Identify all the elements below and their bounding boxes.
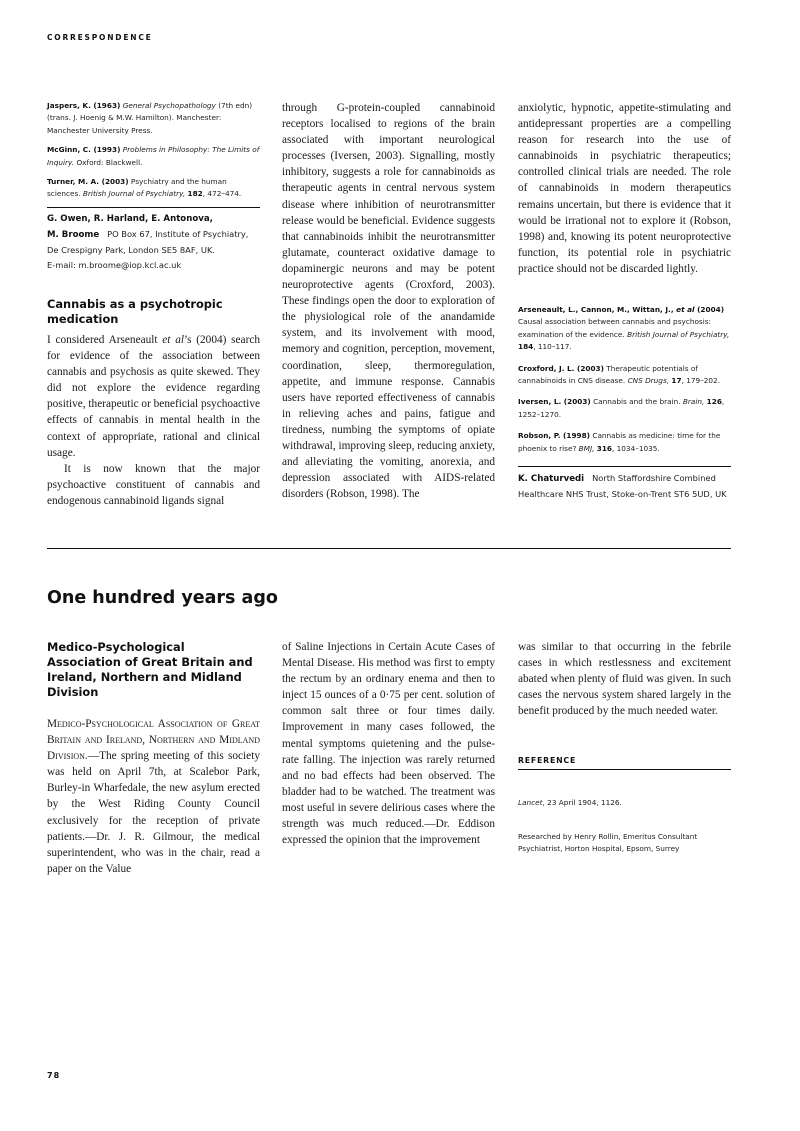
divider bbox=[518, 769, 731, 770]
author-email[interactable]: E-mail: m.broome@iop.kcl.ac.uk bbox=[47, 260, 182, 270]
ref-pages: , 179–202. bbox=[681, 376, 721, 386]
ref-volume: 17 bbox=[671, 376, 682, 386]
paragraph: It is now known that the major psychoactive constituent of cannabis and endogenous cannabinoid ligands signal bbox=[47, 462, 260, 507]
ref-journal: BMJ, bbox=[578, 443, 595, 453]
section-title: One hundred years ago bbox=[47, 588, 278, 608]
reference-item bbox=[47, 144, 260, 169]
ref-title: Cannabis as medicine: time for the phoenix to rise? bbox=[518, 431, 721, 453]
author-names: M. Broome bbox=[47, 230, 100, 240]
author-affiliation: Healthcare NHS Trust, Stoke-on-Trent ST6 5UD, UK bbox=[518, 489, 727, 499]
reference-item bbox=[518, 304, 731, 354]
letter-title: Cannabis as a psychotropic medication bbox=[47, 297, 223, 326]
letter1-references bbox=[47, 100, 260, 208]
ref-title: General Psychopathology bbox=[122, 101, 216, 110]
ref-pages: , 1252–1270. bbox=[518, 397, 725, 419]
divider bbox=[518, 466, 731, 467]
reference-item bbox=[518, 430, 731, 455]
history-reference bbox=[518, 797, 731, 809]
ref-author: Robson, P. (1998) bbox=[518, 431, 591, 441]
letter2-title-block bbox=[47, 297, 260, 327]
ref-title: Causal association between cannabis and psychosis: examination of the evidence. bbox=[518, 317, 712, 339]
researched-by bbox=[518, 831, 731, 855]
ref-rest: Oxford: Blackwell. bbox=[74, 157, 143, 167]
ref-author: Iversen, L. (2003) bbox=[518, 397, 591, 407]
ref-author: Turner, M. A. (2003) bbox=[47, 177, 129, 187]
ref-author: McGinn, C. (1993) bbox=[47, 145, 121, 155]
history-col3 bbox=[518, 639, 731, 719]
ref-author: Jaspers, K. (1963) bbox=[47, 101, 121, 110]
running-head: CORRESPONDENCE bbox=[47, 33, 153, 42]
ref-title: Psychiatry and the human sciences. bbox=[47, 177, 227, 199]
ref-journal: CNS Drugs, bbox=[627, 376, 670, 386]
ref-rest: (7th edn) (trans. J. Hoenig & M.W. Hamilton). Manchester: Manchester University Press. bbox=[47, 101, 253, 135]
ref-year: (2004) bbox=[694, 305, 725, 314]
paragraph: of Saline Injections in Certain Acute Cases of Mental Disease. His method was first to empty the rectum by an ordinary enema and then to inject 15 ounces of a 0·75 per cent. solution of common salt three or four times daily. Improvement in many cases followed, the mental symptoms quietening and the pulse-rate falling. The injection was rarely returned and no bad effects had been observed. The bladder had to be watched. The treatment was most useful in severe delirious cases where the strength was much reduced.—Dr. Eddison expressed the opinion that the improvement bbox=[282, 641, 495, 847]
history-col1 bbox=[47, 640, 260, 877]
researcher-credit: Researched by Henry Rollin, Emeritus Consultant Psychiatrist, Horton Hospital, Epsom, Surrey bbox=[518, 832, 698, 853]
author-name: K. Chaturvedi bbox=[518, 474, 585, 484]
reference-item bbox=[47, 176, 260, 201]
ref-journal: Lancet bbox=[518, 798, 543, 807]
divider bbox=[47, 207, 260, 208]
history-col2 bbox=[282, 639, 495, 848]
page-number: 78 bbox=[47, 1071, 61, 1080]
ref-author: Arseneault, L., Cannon, M., Wittan, J., bbox=[518, 305, 677, 314]
ref-volume: 184 bbox=[518, 342, 534, 352]
ref-title: Problems in Philosophy: The Limits of Inquiry. bbox=[47, 145, 260, 167]
ref-volume: 316 bbox=[596, 443, 612, 453]
letter2-col1 bbox=[47, 332, 260, 509]
author-address: De Crespigny Park, London SE5 8AF, UK. bbox=[47, 245, 216, 255]
reference-item bbox=[47, 100, 260, 137]
paragraph bbox=[47, 716, 260, 877]
text-italic: et al bbox=[162, 334, 184, 346]
text-smallcaps: Medico-Psychological Association of Great Britain and Ireland, Northern and Midland Division. bbox=[47, 718, 260, 763]
section-divider bbox=[47, 548, 731, 549]
ref-etal: et al bbox=[676, 305, 695, 314]
text: ’s (2004) search for evidence of the association between cannabis and psychosis as quite skewed. They did not explore the evidence regarding positive, therapeutic or beneficial psychoactive effects of cannabis in mental health in the context of appropriate, rational and clinical usage. bbox=[47, 334, 260, 459]
ref-pages: , 110–117. bbox=[533, 342, 572, 352]
letter2-col3 bbox=[518, 100, 731, 277]
paragraph: anxiolytic, hypnotic, appetite-stimulating and antidepressant properties are a compelling reason for research into the use of cannabinoids in psychiatric therapeutics; controlled clinical trials are needed. The role of cannabinoids in modern therapeutics remains uncertain, but there is evidence that it would be irrational not to explore it (Robson, 1998) and, knowing its potent neuroprotective function, its potential role in psychiatric practice should not be discarded lightly. bbox=[518, 102, 731, 275]
ref-journal: British Journal of Psychiatry, bbox=[627, 329, 730, 339]
reference-item bbox=[518, 363, 731, 388]
article-title: Medico-Psychological Association of Great Britain and Ireland, Northern and Midland Division bbox=[47, 640, 253, 699]
reference-item bbox=[518, 396, 731, 421]
author-affiliation: North Staffordshire Combined bbox=[592, 473, 716, 483]
letter2-references bbox=[518, 304, 731, 462]
ref-title: Cannabis and the brain. bbox=[590, 397, 683, 407]
ref-author: Croxford, J. L. (2003) bbox=[518, 363, 604, 373]
ref-volume: 126 bbox=[706, 397, 722, 407]
letter1-authors bbox=[47, 211, 260, 273]
text: I considered Arseneault bbox=[47, 334, 163, 346]
ref-volume: 182 bbox=[187, 189, 203, 199]
author-address: PO Box 67, Institute of Psychiatry, bbox=[107, 229, 249, 239]
ref-pages: , 472–474. bbox=[202, 189, 242, 199]
ref-title: Therapeutic potentials of cannabinoids in CNS disease. bbox=[518, 363, 698, 386]
text: —The spring meeting of this society was held on April 7th, at Scalebor Park, Burley-in Wharfedale, the new asylum erected by the West Riding County Council exclusively for the reception of private patients.—Dr. J. R. Gilmour, the medical superintendent, who was in the chair, read a paper on the Value bbox=[47, 750, 260, 875]
ref-journal: British Journal of Psychiatry, bbox=[82, 189, 186, 199]
author-names: G. Owen, R. Harland, E. Antonova, bbox=[47, 214, 213, 224]
ref-journal: Brain, bbox=[682, 397, 705, 407]
paragraph: was similar to that occurring in the febrile cases in which restlessness and excitement abated when plenty of fluid was given. In such cases the nervous system shared largely in the benefit produced by the much needed water. bbox=[518, 641, 731, 718]
ref-rest: , 23 April 1904, 1126. bbox=[542, 798, 622, 807]
letter2-author bbox=[518, 471, 731, 502]
reference-item bbox=[518, 797, 731, 809]
ref-pages: , 1034–1035. bbox=[612, 443, 660, 453]
paragraph: through G-protein-coupled cannabinoid receptors localised to regions of the brain associated with important neurological processes (Iversen, 2003). Signalling, mostly inhibitory, suggests a role for cannabinoids as therapeutic agents in central nervous system disease where inhibition of neurotransmitter release would be beneficial. Evidence suggests that cannabinoids inhibit the neurotransmitter glutamate, counteract oxidative damage to dopaminergic neurons and may be potent neuroprotective agents (Croxford, 2003). These findings open the door to exploration of the physiological role of the anandamide system, and its involvement with mood, memory and cognition, perception, movement, coordination, sleep, thermoregulation, appetite, and immune response. Cannabis users have reported effectiveness of cannabis in relieving aches and pains, fatigue and tiredness, numbing the symptoms of opiate withdrawal, improving sleep, reducing anxiety, and alleviating the vomiting, anorexia, and depression associated with AIDS-related disorders (Robson, 1998). The bbox=[282, 102, 495, 501]
reference-label: REFERENCE bbox=[518, 756, 577, 765]
paragraph bbox=[47, 332, 260, 461]
letter2-col2 bbox=[282, 100, 495, 502]
